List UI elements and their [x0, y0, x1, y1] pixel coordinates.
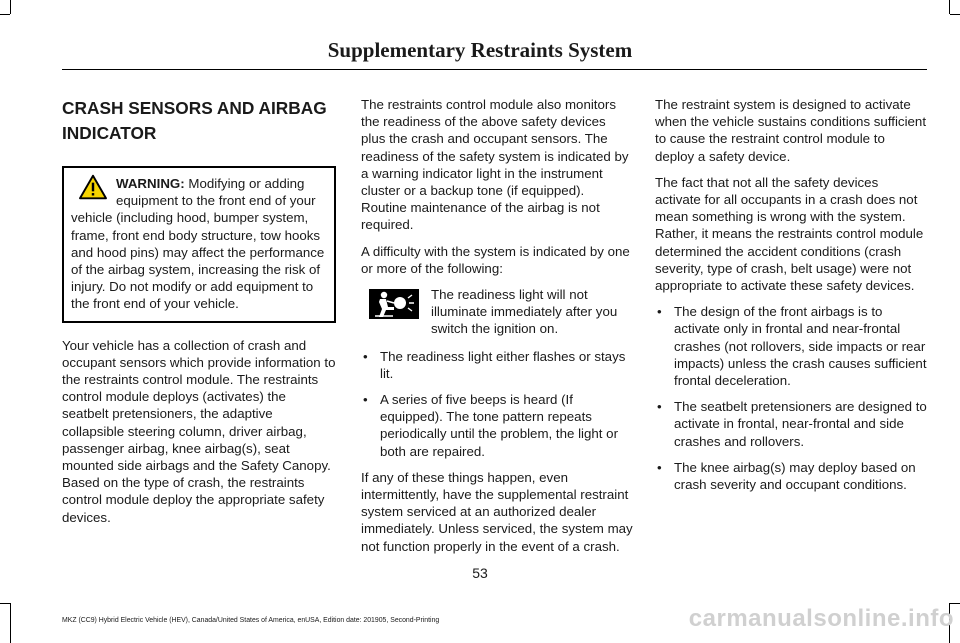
warning-text: Modifying or adding equipment to the front end of your vehicle (including hood, bumper system, frame, front end body structure, tow hooks and hood pins) may affect the performance of the airbag system, increasing the risk of injury. Do not modify or add equipment to the front end of your vehicle. [71, 176, 325, 312]
crop-mark-top-right-h [950, 14, 960, 15]
crop-mark-top-left-h [0, 14, 10, 15]
list-item: • The design of the front airbags is to activate only in frontal and near-frontal crashes (not rollovers, side impacts or rear impacts) unless the crash causes sufficient frontal deceleration. [655, 303, 927, 389]
crop-mark-top-left-v [10, 0, 11, 14]
monitor-paragraph: The restraints control module also monitors the readiness of the above safety devices plus the crash and occupant sensors. The readiness of the safety system is indicated by a warning indicator light in the instrument cluster or a backup tone (if equipped). Routine maintenance of the airbag is not required. [361, 97, 629, 233]
page-header-title: Supplementary Restraints System [327, 38, 633, 62]
design-paragraph: The restraint system is designed to activate when the vehicle sustains conditions sufficient to cause the restraint control module to deploy a safety device. [655, 97, 927, 164]
warning-triangle-icon [76, 174, 110, 200]
airbag-warning-light-icon [369, 289, 419, 319]
list-item: • The seatbelt pretensioners are designed to activate in frontal, near-frontal and side crashes and rollovers. [655, 398, 927, 450]
watermark: carmanualsonline.info [688, 605, 954, 632]
column-middle [361, 96, 633, 564]
activation-paragraph: The fact that not all the safety devices activate for all occupants in a crash does not mean something is wrong with the system. Rather, it means the restraints control module determined the accident conditions (crash severity, type of crash, belt usage) were not appropriate to activate these safety devices. [655, 174, 924, 294]
warning-label: WARNING: [116, 176, 185, 191]
column-left [62, 96, 336, 535]
section-heading-line2: INDICATOR [62, 123, 157, 143]
crop-mark-top-right-v [949, 0, 950, 14]
column-right [655, 96, 927, 502]
crash-sensors-paragraph: Your vehicle has a collection of crash and occupant sensors which provide information to the restraints control module. The restraints control module deploys (activates) the seatbelt pretensioners, the adaptive collapsible steering column, driver airbag, passenger airbag, knee airbag(s), seat mounted side airbags and the Safety Canopy. Based on the type of crash, the restraints control module deploy the appropriate safety devices. [62, 337, 336, 525]
list-item: • The readiness light either flashes or stays lit. [361, 348, 633, 382]
section-heading [62, 96, 336, 146]
service-paragraph: If any of these things happen, even intermittently, have the supplemental restraint system serviced at an authorized dealer immediately. Unless serviced, the system may not function properly in the event of a crash. [361, 469, 633, 554]
crop-mark-bottom-left-v [10, 603, 11, 643]
crop-mark-bottom-left-h [0, 603, 10, 604]
crop-mark-bottom-right-h [950, 603, 960, 604]
footer-edition-info: MKZ (CC9) Hybrid Electric Vehicle (HEV), Canada/United States of America, enUSA, Edition date: 201905, Second-Printing [62, 617, 440, 624]
readiness-light-text: The readiness light will not illuminate immediately after you switch the ignition on. [431, 287, 618, 337]
design-list [655, 303, 927, 493]
header-rule [62, 69, 927, 70]
symptom-list [361, 348, 633, 460]
list-item: • The knee airbag(s) may deploy based on crash severity and occupant conditions. [655, 459, 927, 493]
page-number: 53 [472, 565, 488, 581]
readiness-light-row [361, 286, 633, 338]
warning-box [62, 166, 336, 323]
section-heading-line1: CRASH SENSORS AND AIRBAG [62, 98, 327, 118]
difficulty-paragraph: A difficulty with the system is indicated by one or more of the following: [361, 243, 630, 276]
list-item: • A series of five beeps is heard (If equipped). The tone pattern repeats periodically until the problem, the light or both are repaired. [361, 391, 633, 460]
